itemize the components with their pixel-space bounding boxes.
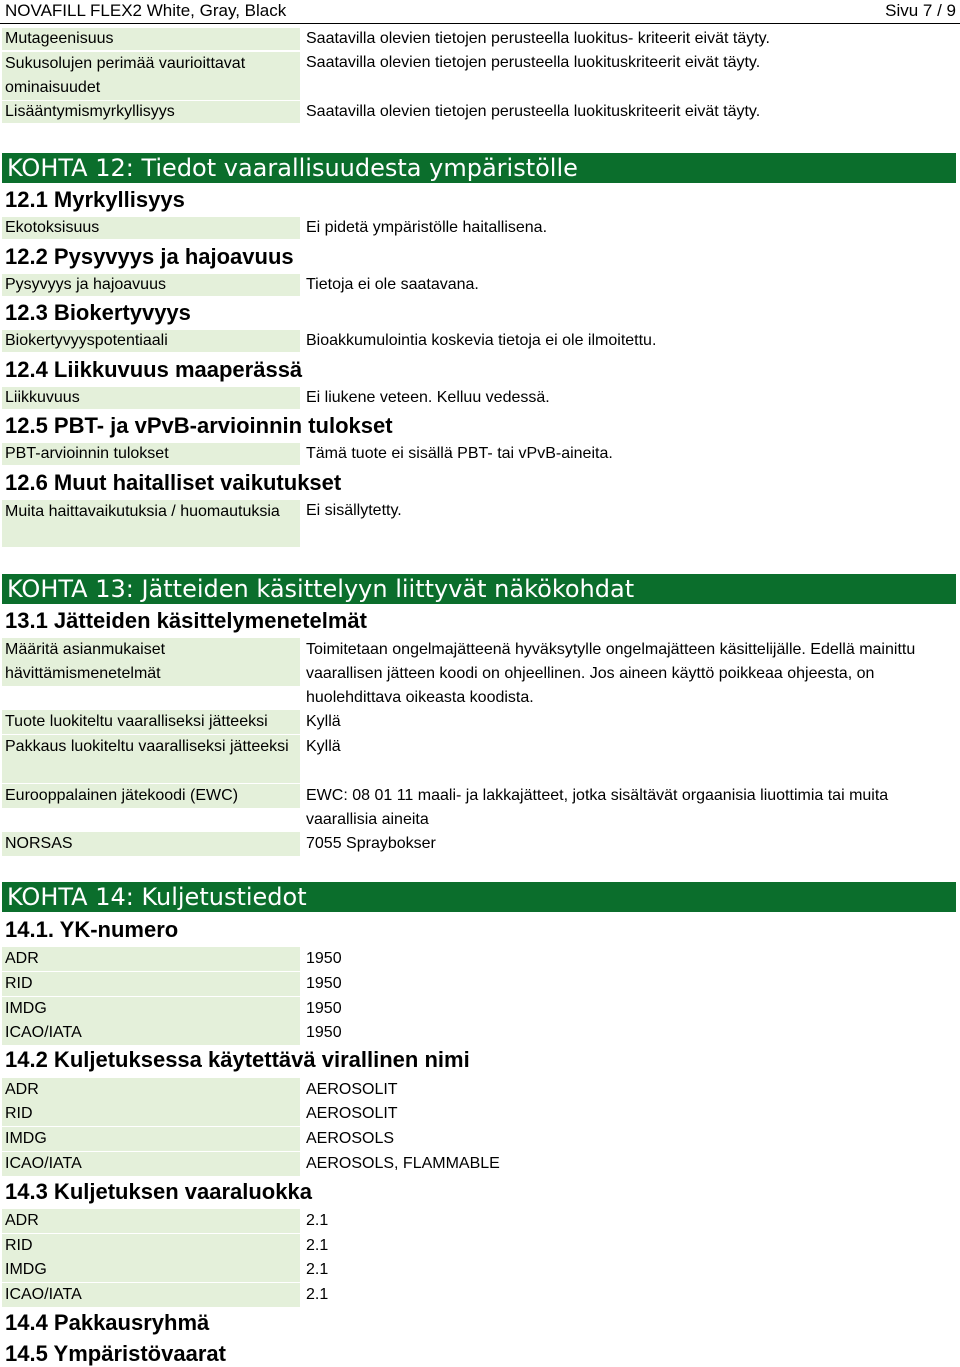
page-header	[0, 0, 960, 22]
row-value: Kyllä	[306, 713, 341, 730]
row-label: ADR	[2, 1078, 300, 1102]
section-title: KOHTA 12: Tiedot vaarallisuudesta ympäristölle	[7, 154, 578, 182]
row-label: ICAO/IATA	[2, 1021, 300, 1045]
row-value: Bioakkumulointia koskevia tietoja ei ole ilmoitettu.	[306, 332, 657, 349]
row-label: IMDG	[2, 1258, 300, 1282]
subsection-title: 14.1. YK-numero	[5, 917, 179, 942]
row-value: AEROSOLIT	[306, 1081, 398, 1098]
row-value: 2.1	[306, 1261, 329, 1278]
row-value: Saatavilla olevien tietojen perusteella luokitus- kriteerit eivät täyty.	[306, 30, 770, 47]
document-title: NOVAFILL FLEX2 White, Gray, Black	[5, 1, 287, 20]
subsection-title: 13.1 Jätteiden käsittelymenetelmät	[5, 608, 367, 633]
row-label: IMDG	[2, 997, 300, 1021]
row-value: 2.1	[306, 1286, 329, 1303]
row-value: Ei pidetä ympäristölle haitallisena.	[306, 219, 548, 236]
row-value: 2.1	[306, 1237, 329, 1254]
row-value: 1950	[306, 950, 342, 967]
row-label: PBT-arvioinnin tulokset	[2, 443, 300, 465]
row-value: 1950	[306, 1000, 342, 1017]
row-value: Toimitetaan ongelmajätteenä hyväksytylle ongelmajätteen käsittelijälle. Edellä mainittu vaarallisen jätteen koodi on ohjeellinen. Jos aineen käyttö poikkeaa ohjeesta, on huolehdittava oikeasta koodista.	[306, 641, 916, 706]
subsection-title: 12.4 Liikkuvuus maaperässä	[5, 357, 303, 382]
section-title: KOHTA 13: Jätteiden käsittelyyn liittyvät näkökohdat	[7, 575, 635, 603]
subsection-title: 14.2 Kuljetuksessa käytettävä virallinen nimi	[5, 1047, 470, 1072]
row-label: Lisääntymismyrkyllisyys	[2, 101, 300, 123]
row-label: ADR	[2, 1209, 300, 1233]
subsection-title: 14.5 Ympäristövaarat	[5, 1341, 226, 1366]
section-title: KOHTA 14: Kuljetustiedot	[7, 883, 307, 911]
row-value: EWC: 08 01 11 maali- ja lakkajätteet, jotka sisältävät orgaanisia liuottimia tai muita vaarallisia aineita	[306, 787, 889, 828]
row-label: ICAO/IATA	[2, 1283, 300, 1307]
row-label: Mutageenisuus	[2, 28, 300, 50]
row-value: AEROSOLIT	[306, 1105, 398, 1122]
subsection-title: 12.2 Pysyvyys ja hajoavuus	[5, 244, 294, 269]
subsection-title: 14.3 Kuljetuksen vaaraluokka	[5, 1179, 312, 1204]
section-header-14	[2, 882, 956, 912]
row-label: Liikkuvuus	[2, 387, 300, 409]
header-divider	[0, 23, 960, 24]
row-label: IMDG	[2, 1127, 300, 1151]
subsection-title: 12.3 Biokertyvyys	[5, 300, 191, 325]
row-label: Ekotoksisuus	[2, 217, 300, 239]
row-label: ADR	[2, 947, 300, 971]
row-value: 2.1	[306, 1212, 329, 1229]
page-number: Sivu 7 / 9	[885, 1, 956, 20]
subsection-title: 12.1 Myrkyllisyys	[5, 187, 185, 212]
row-label: RID	[2, 1234, 300, 1258]
row-label: Biokertyvyyspotentiaali	[2, 330, 300, 352]
row-value: Tämä tuote ei sisällä PBT- tai vPvB-aineita.	[306, 445, 613, 462]
row-label: Eurooppalainen jätekoodi (EWC)	[2, 784, 300, 808]
subsection-title: 14.4 Pakkausryhmä	[5, 1310, 210, 1335]
row-value: AEROSOLS, FLAMMABLE	[306, 1155, 500, 1172]
row-value: AEROSOLS	[306, 1130, 395, 1147]
subsection-title: 12.6 Muut haitalliset vaikutukset	[5, 470, 342, 495]
section-header-13	[2, 574, 956, 604]
row-label: ICAO/IATA	[2, 1152, 300, 1176]
row-value: Ei liukene veteen. Kelluu vedessä.	[306, 389, 550, 406]
row-label: Pysyvyys ja hajoavuus	[2, 274, 300, 296]
section-header-12	[2, 153, 956, 183]
row-value: Ei sisällytetty.	[306, 502, 402, 519]
subsection-title: 12.5 PBT- ja vPvB-arvioinnin tulokset	[5, 413, 393, 438]
row-value: 1950	[306, 975, 342, 992]
row-label: Tuote luokiteltu vaaralliseksi jätteeksi	[2, 710, 300, 734]
row-label: Sukusolujen perimää vaurioittavat ominaisuudet	[2, 52, 300, 100]
row-value: 1950	[306, 1024, 342, 1041]
row-label: RID	[2, 972, 300, 996]
row-value: Saatavilla olevien tietojen perusteella luokituskriteerit eivät täyty.	[306, 54, 761, 71]
row-label: NORSAS	[2, 832, 300, 856]
row-label: Pakkaus luokiteltu vaaralliseksi jätteeksi	[2, 735, 300, 783]
row-value: 7055 Spraybokser	[306, 835, 436, 852]
row-label: RID	[2, 1102, 300, 1126]
row-value: Tietoja ei ole saatavana.	[306, 276, 479, 293]
row-value: Kyllä	[306, 738, 341, 755]
row-value: Saatavilla olevien tietojen perusteella luokituskriteerit eivät täyty.	[306, 103, 761, 120]
row-label: Muita haittavaikutuksia / huomautuksia	[2, 500, 300, 547]
row-label: Määritä asianmukaiset hävittämismenetelmät	[2, 638, 300, 686]
